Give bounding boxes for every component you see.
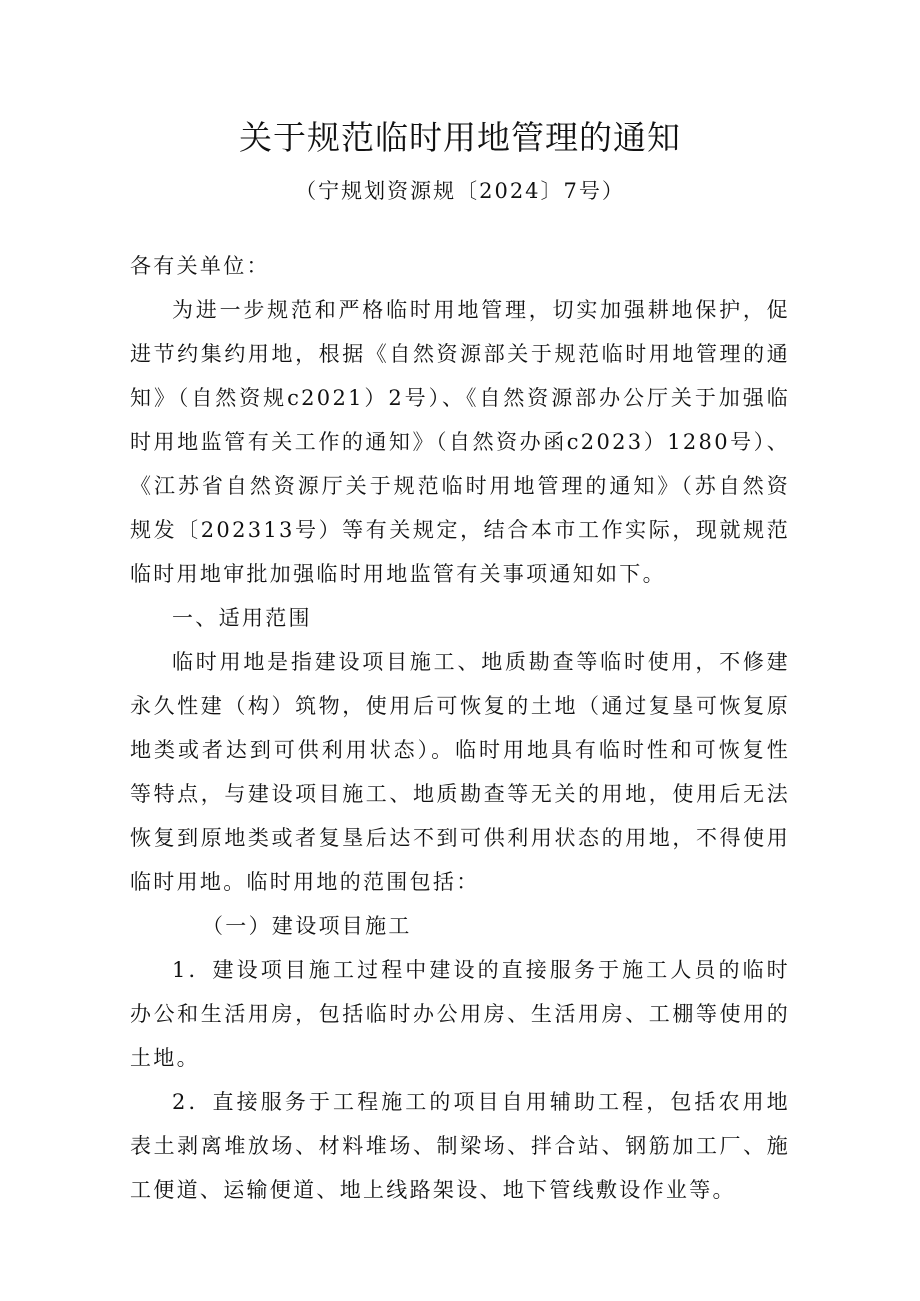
intro-paragraph: 为进一步规范和严格临时用地管理，切实加强耕地保护，促进节约集约用地，根据《自然资源部关于规范临时用地管理的通知》（自然资规c2021）2号）、《自然资源部办公厅关于加强临时用地监管有关工作的通知》（自然资办函c2023）1280号）、《江苏省自然资源厅关于规范临时用地管理的通知》（苏自然资规发〔202313号）等有关规定，结合本市工作实际，现就规范临时用地审批加强临时用地监管有关事项通知如下。 — [130, 298, 790, 586]
list-item-2: 2．直接服务于工程施工的项目自用辅助工程，包括农用地表土剥离堆放场、材料堆场、制梁场、拌合站、钢筋加工厂、施工便道、运输便道、地上线路架设、地下管线敷设作业等。 — [130, 1090, 790, 1202]
document-title: 关于规范临时用地管理的通知 — [239, 118, 681, 157]
subsection-heading-construction: （一）建设项目施工 — [202, 914, 412, 938]
document-number: （宁规划资源规〔2024〕7号） — [295, 179, 625, 203]
document-body — [130, 244, 790, 1212]
list-item-1: 1．建设项目施工过程中建设的直接服务于施工人员的临时办公和生活用房，包括临时办公用房、生活用房、工棚等使用的土地。 — [130, 958, 790, 1070]
scope-paragraph: 临时用地是指建设项目施工、地质勘查等临时使用，不修建永久性建（构）筑物，使用后可恢复的土地（通过复垦可恢复原地类或者达到可供利用状态）。临时用地具有临时性和可恢复性等特点，与建设项目施工、地质勘查等无关的用地，使用后无法恢复到原地类或者复垦后达不到可供利用状态的用地，不得使用临时用地。临时用地的范围包括： — [130, 650, 790, 894]
salutation: 各有关单位： — [130, 254, 270, 278]
section-heading-scope: 一、适用范围 — [172, 606, 312, 630]
